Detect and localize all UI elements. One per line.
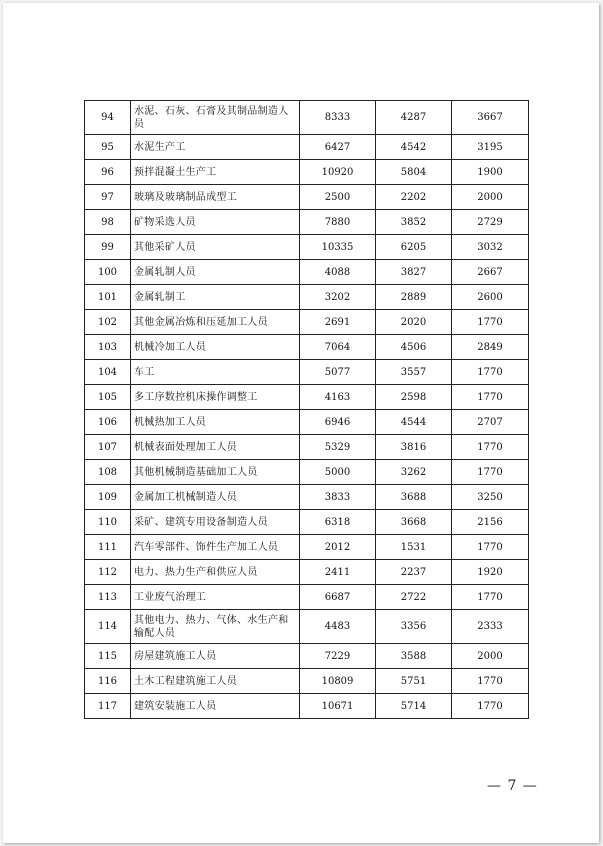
value-3-cell: 2849 — [452, 335, 529, 360]
table-row — [85, 385, 529, 410]
occupation-cell: 建筑安装施工人员 — [131, 694, 300, 719]
row-number-cell: 114 — [85, 610, 131, 644]
value-1-cell: 6318 — [300, 510, 376, 535]
occupation-cell: 金属加工机械制造人员 — [131, 485, 300, 510]
value-1-cell: 2012 — [300, 535, 376, 560]
occupation-cell: 机械热加工人员 — [131, 410, 300, 435]
table-row — [85, 335, 529, 360]
occupation-cell: 其他电力、热力、气体、水生产和输配人员 — [131, 610, 300, 644]
value-3-cell: 2333 — [452, 610, 529, 644]
table-row — [85, 410, 529, 435]
table-row — [85, 485, 529, 510]
row-number-cell: 95 — [85, 135, 131, 160]
table-row — [85, 310, 529, 335]
value-2-cell: 1531 — [376, 535, 452, 560]
value-3-cell: 1770 — [452, 460, 529, 485]
row-number-cell: 111 — [85, 535, 131, 560]
value-1-cell: 5329 — [300, 435, 376, 460]
occupation-cell: 其他金属冶炼和压延加工人员 — [131, 310, 300, 335]
value-1-cell: 6687 — [300, 585, 376, 610]
row-number-cell: 98 — [85, 210, 131, 235]
value-1-cell: 10671 — [300, 694, 376, 719]
value-1-cell: 3202 — [300, 285, 376, 310]
value-1-cell: 7064 — [300, 335, 376, 360]
table-row — [85, 185, 529, 210]
value-2-cell: 3262 — [376, 460, 452, 485]
value-1-cell: 4088 — [300, 260, 376, 285]
value-2-cell: 2598 — [376, 385, 452, 410]
value-2-cell: 2202 — [376, 185, 452, 210]
occupation-cell: 汽车零部件、饰件生产加工人员 — [131, 535, 300, 560]
table-row — [85, 560, 529, 585]
row-number-cell: 99 — [85, 235, 131, 260]
table-row — [85, 435, 529, 460]
value-3-cell: 1770 — [452, 669, 529, 694]
occupation-cell: 机械冷加工人员 — [131, 335, 300, 360]
value-2-cell: 2889 — [376, 285, 452, 310]
row-number-cell: 115 — [85, 644, 131, 669]
value-1-cell: 5000 — [300, 460, 376, 485]
value-3-cell: 2600 — [452, 285, 529, 310]
value-2-cell: 3816 — [376, 435, 452, 460]
value-3-cell: 1920 — [452, 560, 529, 585]
occupation-cell: 金属轧制人员 — [131, 260, 300, 285]
value-2-cell: 3827 — [376, 260, 452, 285]
value-1-cell: 10809 — [300, 669, 376, 694]
value-3-cell: 2707 — [452, 410, 529, 435]
value-3-cell: 2000 — [452, 644, 529, 669]
value-1-cell: 6946 — [300, 410, 376, 435]
table-row — [85, 535, 529, 560]
wage-table — [84, 100, 529, 719]
row-number-cell: 117 — [85, 694, 131, 719]
table-row — [85, 101, 529, 135]
value-1-cell: 10335 — [300, 235, 376, 260]
value-2-cell: 4544 — [376, 410, 452, 435]
occupation-cell: 机械表面处理加工人员 — [131, 435, 300, 460]
occupation-cell: 车工 — [131, 360, 300, 385]
value-2-cell: 5751 — [376, 669, 452, 694]
row-number-cell: 112 — [85, 560, 131, 585]
table-row — [85, 585, 529, 610]
row-number-cell: 100 — [85, 260, 131, 285]
document-page — [3, 3, 599, 843]
occupation-cell: 工业废气治理工 — [131, 585, 300, 610]
table-row — [85, 135, 529, 160]
value-2-cell: 2722 — [376, 585, 452, 610]
value-1-cell: 7880 — [300, 210, 376, 235]
page-number: — 7 — — [487, 778, 538, 794]
row-number-cell: 102 — [85, 310, 131, 335]
occupation-cell: 玻璃及玻璃制品成型工 — [131, 185, 300, 210]
value-3-cell: 1770 — [452, 310, 529, 335]
value-3-cell: 3195 — [452, 135, 529, 160]
occupation-cell: 金属轧制工 — [131, 285, 300, 310]
value-1-cell: 3833 — [300, 485, 376, 510]
value-1-cell: 2500 — [300, 185, 376, 210]
occupation-cell: 房屋建筑施工人员 — [131, 644, 300, 669]
value-3-cell: 3250 — [452, 485, 529, 510]
value-1-cell: 4163 — [300, 385, 376, 410]
value-2-cell: 3356 — [376, 610, 452, 644]
value-3-cell: 1770 — [452, 694, 529, 719]
table-row — [85, 260, 529, 285]
row-number-cell: 101 — [85, 285, 131, 310]
row-number-cell: 109 — [85, 485, 131, 510]
row-number-cell: 104 — [85, 360, 131, 385]
value-1-cell: 10920 — [300, 160, 376, 185]
row-number-cell: 97 — [85, 185, 131, 210]
occupation-cell: 采矿、建筑专用设备制造人员 — [131, 510, 300, 535]
table-row — [85, 610, 529, 644]
table-row — [85, 285, 529, 310]
row-number-cell: 113 — [85, 585, 131, 610]
value-2-cell: 6205 — [376, 235, 452, 260]
value-2-cell: 3588 — [376, 644, 452, 669]
value-2-cell: 5714 — [376, 694, 452, 719]
value-2-cell: 3668 — [376, 510, 452, 535]
value-3-cell: 1900 — [452, 160, 529, 185]
table-row — [85, 235, 529, 260]
table-row — [85, 160, 529, 185]
value-2-cell: 4287 — [376, 101, 452, 135]
value-1-cell: 5077 — [300, 360, 376, 385]
value-3-cell: 2729 — [452, 210, 529, 235]
value-2-cell: 5804 — [376, 160, 452, 185]
table-row — [85, 694, 529, 719]
row-number-cell: 107 — [85, 435, 131, 460]
value-1-cell: 4483 — [300, 610, 376, 644]
value-2-cell: 3688 — [376, 485, 452, 510]
row-number-cell: 116 — [85, 669, 131, 694]
row-number-cell: 108 — [85, 460, 131, 485]
value-2-cell: 2020 — [376, 310, 452, 335]
row-number-cell: 103 — [85, 335, 131, 360]
value-3-cell: 1770 — [452, 585, 529, 610]
occupation-cell: 土木工程建筑施工人员 — [131, 669, 300, 694]
occupation-cell: 其他机械制造基础加工人员 — [131, 460, 300, 485]
table-row — [85, 360, 529, 385]
row-number-cell: 105 — [85, 385, 131, 410]
row-number-cell: 94 — [85, 101, 131, 135]
occupation-cell: 水泥、石灰、石膏及其制品制造人员 — [131, 101, 300, 135]
occupation-cell: 其他采矿人员 — [131, 235, 300, 260]
value-2-cell: 3852 — [376, 210, 452, 235]
value-3-cell: 1770 — [452, 535, 529, 560]
table-row — [85, 460, 529, 485]
value-3-cell: 2156 — [452, 510, 529, 535]
value-1-cell: 8333 — [300, 101, 376, 135]
table-body — [85, 101, 529, 719]
value-3-cell: 1770 — [452, 435, 529, 460]
table-row — [85, 210, 529, 235]
value-1-cell: 2411 — [300, 560, 376, 585]
occupation-cell: 水泥生产工 — [131, 135, 300, 160]
value-3-cell: 2000 — [452, 185, 529, 210]
occupation-cell: 多工序数控机床操作调整工 — [131, 385, 300, 410]
occupation-cell: 电力、热力生产和供应人员 — [131, 560, 300, 585]
value-2-cell: 4542 — [376, 135, 452, 160]
value-1-cell: 6427 — [300, 135, 376, 160]
value-3-cell: 3667 — [452, 101, 529, 135]
occupation-cell: 矿物采选人员 — [131, 210, 300, 235]
value-2-cell: 3557 — [376, 360, 452, 385]
table-row — [85, 644, 529, 669]
row-number-cell: 110 — [85, 510, 131, 535]
row-number-cell: 106 — [85, 410, 131, 435]
row-number-cell: 96 — [85, 160, 131, 185]
value-1-cell: 2691 — [300, 310, 376, 335]
value-3-cell: 1770 — [452, 360, 529, 385]
value-2-cell: 4506 — [376, 335, 452, 360]
value-2-cell: 2237 — [376, 560, 452, 585]
occupation-cell: 预拌混凝土生产工 — [131, 160, 300, 185]
value-3-cell: 3032 — [452, 235, 529, 260]
value-3-cell: 2667 — [452, 260, 529, 285]
table-row — [85, 669, 529, 694]
value-1-cell: 7229 — [300, 644, 376, 669]
table-row — [85, 510, 529, 535]
value-3-cell: 1770 — [452, 385, 529, 410]
